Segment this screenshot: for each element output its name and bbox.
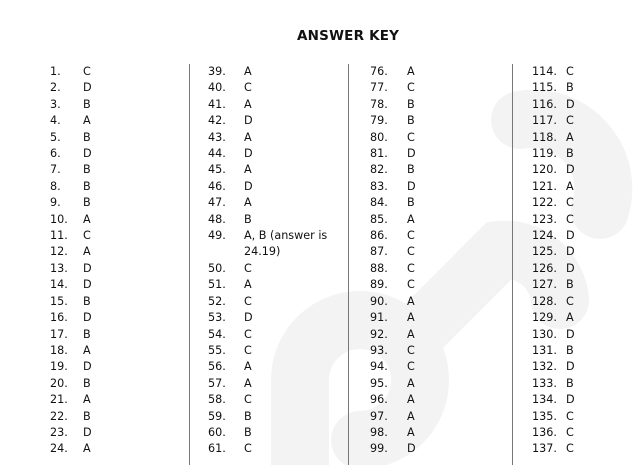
question-number: 80. [370,130,388,144]
answer-row [532,80,632,96]
answer-row [208,195,343,211]
question-number: 128. [532,294,557,308]
answer-value: B [566,81,574,95]
question-number: 14. [50,278,68,292]
answer-row [370,146,520,162]
question-number: 40. [208,81,226,95]
answer-value: D [83,261,92,275]
answer-row [208,261,343,277]
answer-value: D [566,360,575,374]
answer-value: C [244,261,252,275]
answer-row [50,294,185,310]
answer-row [50,392,185,408]
answer-row [50,441,185,457]
question-number: 116. [532,97,557,111]
question-number: 10. [50,212,68,226]
answer-row [370,97,520,113]
answer-row [208,327,343,343]
question-number: 136. [532,425,557,439]
answer-row [370,179,520,195]
question-number: 98. [370,425,388,439]
answer-value: B [407,163,415,177]
answer-value: A [566,311,574,325]
question-number: 58. [208,393,226,407]
question-number: 59. [208,409,226,423]
answer-row [208,179,343,195]
answer-row [50,97,185,113]
answer-column-4 [532,64,632,465]
question-number: 87. [370,245,388,259]
answer-value: A [244,196,252,210]
question-number: 137. [532,442,557,456]
question-number: 77. [370,81,388,95]
answer-row [370,113,520,129]
question-number: 76. [370,65,388,78]
answer-row [532,130,632,146]
question-number: 50. [208,261,226,275]
answer-value: D [407,179,416,193]
answer-row [370,376,520,392]
answer-value: B [244,409,252,423]
question-number: 125. [532,245,557,259]
answer-row [50,179,185,195]
answer-row [532,162,632,178]
question-number: 24. [50,442,68,456]
question-number: 86. [370,229,388,243]
answer-value: C [407,229,415,243]
answer-value: B [83,130,91,144]
answer-row [370,294,520,310]
answer-value: D [407,147,416,161]
answer-row [50,310,185,326]
answer-row [532,277,632,293]
question-number: 44. [208,147,226,161]
question-number: 4. [50,114,61,128]
question-number: 23. [50,425,68,439]
question-number: 45. [208,163,226,177]
answer-row [532,425,632,441]
answer-row [532,409,632,425]
answer-value: D [566,163,575,177]
question-number: 95. [370,376,388,390]
answer-row [370,310,520,326]
question-number: 41. [208,97,226,111]
answer-value: C [566,409,574,423]
answer-row [208,376,343,392]
question-number: 123. [532,212,557,226]
answer-value: A [407,311,415,325]
question-number: 46. [208,179,226,193]
answer-row [370,277,520,293]
answer-row [370,195,520,211]
answer-row [50,146,185,162]
question-number: 94. [370,360,388,374]
answer-row [370,244,520,260]
answer-value: B [83,327,91,341]
answer-value: C [566,114,574,128]
answer-value: A [244,130,252,144]
answer-row [370,327,520,343]
answer-value: A [244,278,252,292]
answer-row [50,113,185,129]
question-number: 78. [370,97,388,111]
answer-row [50,244,185,260]
question-number: 55. [208,343,226,357]
answer-row [208,80,343,96]
question-number: 3. [50,97,61,111]
question-number: 131. [532,343,557,357]
answer-value: A [83,212,91,226]
answer-value: A [83,393,91,407]
answer-row [370,261,520,277]
question-number: 7. [50,163,61,177]
answer-column-3 [370,64,520,465]
answer-value: B [83,179,91,193]
answer-value: D [244,147,253,161]
answer-row [532,392,632,408]
question-number: 48. [208,212,226,226]
question-number: 115. [532,81,557,95]
answer-value: A [83,245,91,259]
answer-row [50,212,185,228]
question-number: 47. [208,196,226,210]
answer-value: B [407,97,415,111]
answer-row [208,294,343,310]
answer-row [208,146,343,162]
answer-row [208,425,343,441]
question-number: 49. [208,229,226,243]
question-number: 39. [208,65,226,78]
answer-row [370,228,520,244]
answer-value: C [244,294,252,308]
question-number: 56. [208,360,226,374]
answer-row [532,376,632,392]
question-number: 117. [532,114,557,128]
answer-row [208,64,343,80]
answer-value: C [407,245,415,259]
answer-row [50,80,185,96]
answer-row [532,179,632,195]
question-number: 114. [532,65,557,78]
question-number: 54. [208,327,226,341]
question-number: 5. [50,130,61,144]
answer-row [532,261,632,277]
answer-value: B [244,212,252,226]
answer-row [370,392,520,408]
answer-value: C [566,294,574,308]
question-number: 93. [370,343,388,357]
question-number: 60. [208,425,226,439]
answer-row [370,359,520,375]
question-number: 1. [50,65,61,78]
answer-row [208,113,343,129]
answer-value: D [244,114,253,128]
question-number: 120. [532,163,557,177]
answer-value: C [83,65,91,78]
answer-row [532,195,632,211]
question-number: 6. [50,147,61,161]
answer-value: A [407,327,415,341]
answer-row [532,310,632,326]
answer-value: D [407,442,416,456]
question-number: 18. [50,343,68,357]
answer-row [208,130,343,146]
answer-value: C [407,360,415,374]
question-number: 11. [50,229,68,243]
question-number: 129. [532,311,557,325]
answer-value: A [566,130,574,144]
answer-value: C [244,327,252,341]
answer-row [532,228,632,244]
question-number: 97. [370,409,388,423]
answer-value: C [407,81,415,95]
answer-row [208,228,343,261]
answer-row [50,343,185,359]
answer-row [50,425,185,441]
answer-row [370,212,520,228]
answer-value: D [83,360,92,374]
question-number: 8. [50,179,61,193]
answer-row [50,409,185,425]
answer-value: A, B (answer is 24.19) [244,229,328,259]
answer-value: C [244,442,252,456]
answer-value: A [244,376,252,390]
answer-row [208,441,343,457]
answer-value: A [407,212,415,226]
question-number: 53. [208,311,226,325]
answer-row [370,130,520,146]
question-number: 82. [370,163,388,177]
question-number: 51. [208,278,226,292]
question-number: 83. [370,179,388,193]
answer-value: D [566,97,575,111]
question-number: 61. [208,442,226,456]
answer-row [50,376,185,392]
answer-value: B [83,294,91,308]
answer-value: A [407,294,415,308]
answer-value: B [244,425,252,439]
answer-row [532,327,632,343]
answer-value: C [407,278,415,292]
answer-row [208,392,343,408]
question-number: 16. [50,311,68,325]
answer-row [532,294,632,310]
answer-value: B [566,343,574,357]
answer-value: D [566,229,575,243]
answer-value: C [244,343,252,357]
question-number: 91. [370,311,388,325]
question-number: 135. [532,409,557,423]
question-number: 121. [532,179,557,193]
answer-row [370,64,520,80]
column-divider [189,64,190,465]
answer-value: D [83,278,92,292]
question-number: 133. [532,376,557,390]
answer-value: C [566,65,574,78]
answer-row [532,441,632,457]
question-number: 118. [532,130,557,144]
answer-value: B [83,376,91,390]
question-number: 92. [370,327,388,341]
answer-value: C [407,261,415,275]
question-number: 126. [532,261,557,275]
answer-value: B [566,147,574,161]
answer-row [208,162,343,178]
question-number: 85. [370,212,388,226]
answer-value: C [407,343,415,357]
answer-column-1 [50,64,185,465]
question-number: 84. [370,196,388,210]
answer-value: D [244,311,253,325]
answer-value: A [83,343,91,357]
question-number: 88. [370,261,388,275]
answer-row [50,359,185,375]
question-number: 17. [50,327,68,341]
question-number: 9. [50,196,61,210]
question-number: 90. [370,294,388,308]
question-number: 81. [370,147,388,161]
answer-column-2 [208,64,343,465]
answer-row [532,97,632,113]
answer-value: B [83,196,91,210]
answer-row [208,277,343,293]
question-number: 21. [50,393,68,407]
answer-row [532,244,632,260]
question-number: 12. [50,245,68,259]
answer-row [50,277,185,293]
answer-value: D [83,425,92,439]
column-divider [348,64,349,465]
answer-value: C [566,425,574,439]
answer-row [532,146,632,162]
answer-row [50,228,185,244]
answer-value: A [83,114,91,128]
answer-value: D [566,245,575,259]
answer-value: B [407,114,415,128]
answer-value: A [407,65,415,78]
answer-row [50,64,185,80]
answer-row [370,425,520,441]
question-number: 19. [50,360,68,374]
question-number: 43. [208,130,226,144]
question-number: 89. [370,278,388,292]
answer-value: A [244,360,252,374]
question-number: 52. [208,294,226,308]
question-number: 20. [50,376,68,390]
question-number: 127. [532,278,557,292]
question-number: 119. [532,147,557,161]
answer-row [532,359,632,375]
answer-value: D [566,261,575,275]
answer-row [532,212,632,228]
question-number: 122. [532,196,557,210]
question-number: 13. [50,261,68,275]
answer-row [50,162,185,178]
answer-value: A [407,409,415,423]
question-number: 99. [370,442,388,456]
answer-row [50,130,185,146]
answer-value: B [566,376,574,390]
answer-row [370,162,520,178]
question-number: 130. [532,327,557,341]
answer-row [208,310,343,326]
question-number: 57. [208,376,226,390]
answer-row [370,80,520,96]
answer-row [208,97,343,113]
question-number: 132. [532,360,557,374]
page-title: ANSWER KEY [297,28,400,44]
answer-value: D [566,327,575,341]
answer-row [208,343,343,359]
question-number: 42. [208,114,226,128]
answer-value: A [407,376,415,390]
answer-value: D [83,81,92,95]
answer-value: B [83,163,91,177]
answer-value: B [566,278,574,292]
answer-value: A [566,179,574,193]
question-number: 15. [50,294,68,308]
question-number: 22. [50,409,68,423]
answer-row [208,212,343,228]
answer-value: C [83,229,91,243]
answer-value: D [83,311,92,325]
question-number: 124. [532,229,557,243]
answer-row [50,327,185,343]
answer-value: A [244,65,252,78]
question-number: 96. [370,393,388,407]
question-number: 2. [50,81,61,95]
answer-value: C [566,212,574,226]
answer-value: C [244,81,252,95]
answer-value: A [244,163,252,177]
answer-value: A [244,97,252,111]
answer-row [532,343,632,359]
answer-value: A [83,442,91,456]
answer-value: B [83,97,91,111]
answer-value: C [407,130,415,144]
answer-row [370,343,520,359]
answer-row [50,195,185,211]
answer-value: D [244,179,253,193]
answer-row [370,409,520,425]
answer-value: A [407,393,415,407]
answer-row [208,359,343,375]
answer-row [532,113,632,129]
answer-value: C [244,393,252,407]
answer-value: B [407,196,415,210]
answer-row [532,64,632,80]
question-number: 79. [370,114,388,128]
answer-row [50,261,185,277]
answer-value: C [566,442,574,456]
answer-value: B [83,409,91,423]
answer-row [370,441,520,457]
answer-value: D [83,147,92,161]
question-number: 134. [532,393,557,407]
answer-value: D [566,393,575,407]
answer-row [208,409,343,425]
answer-value: A [407,425,415,439]
answer-value: C [566,196,574,210]
